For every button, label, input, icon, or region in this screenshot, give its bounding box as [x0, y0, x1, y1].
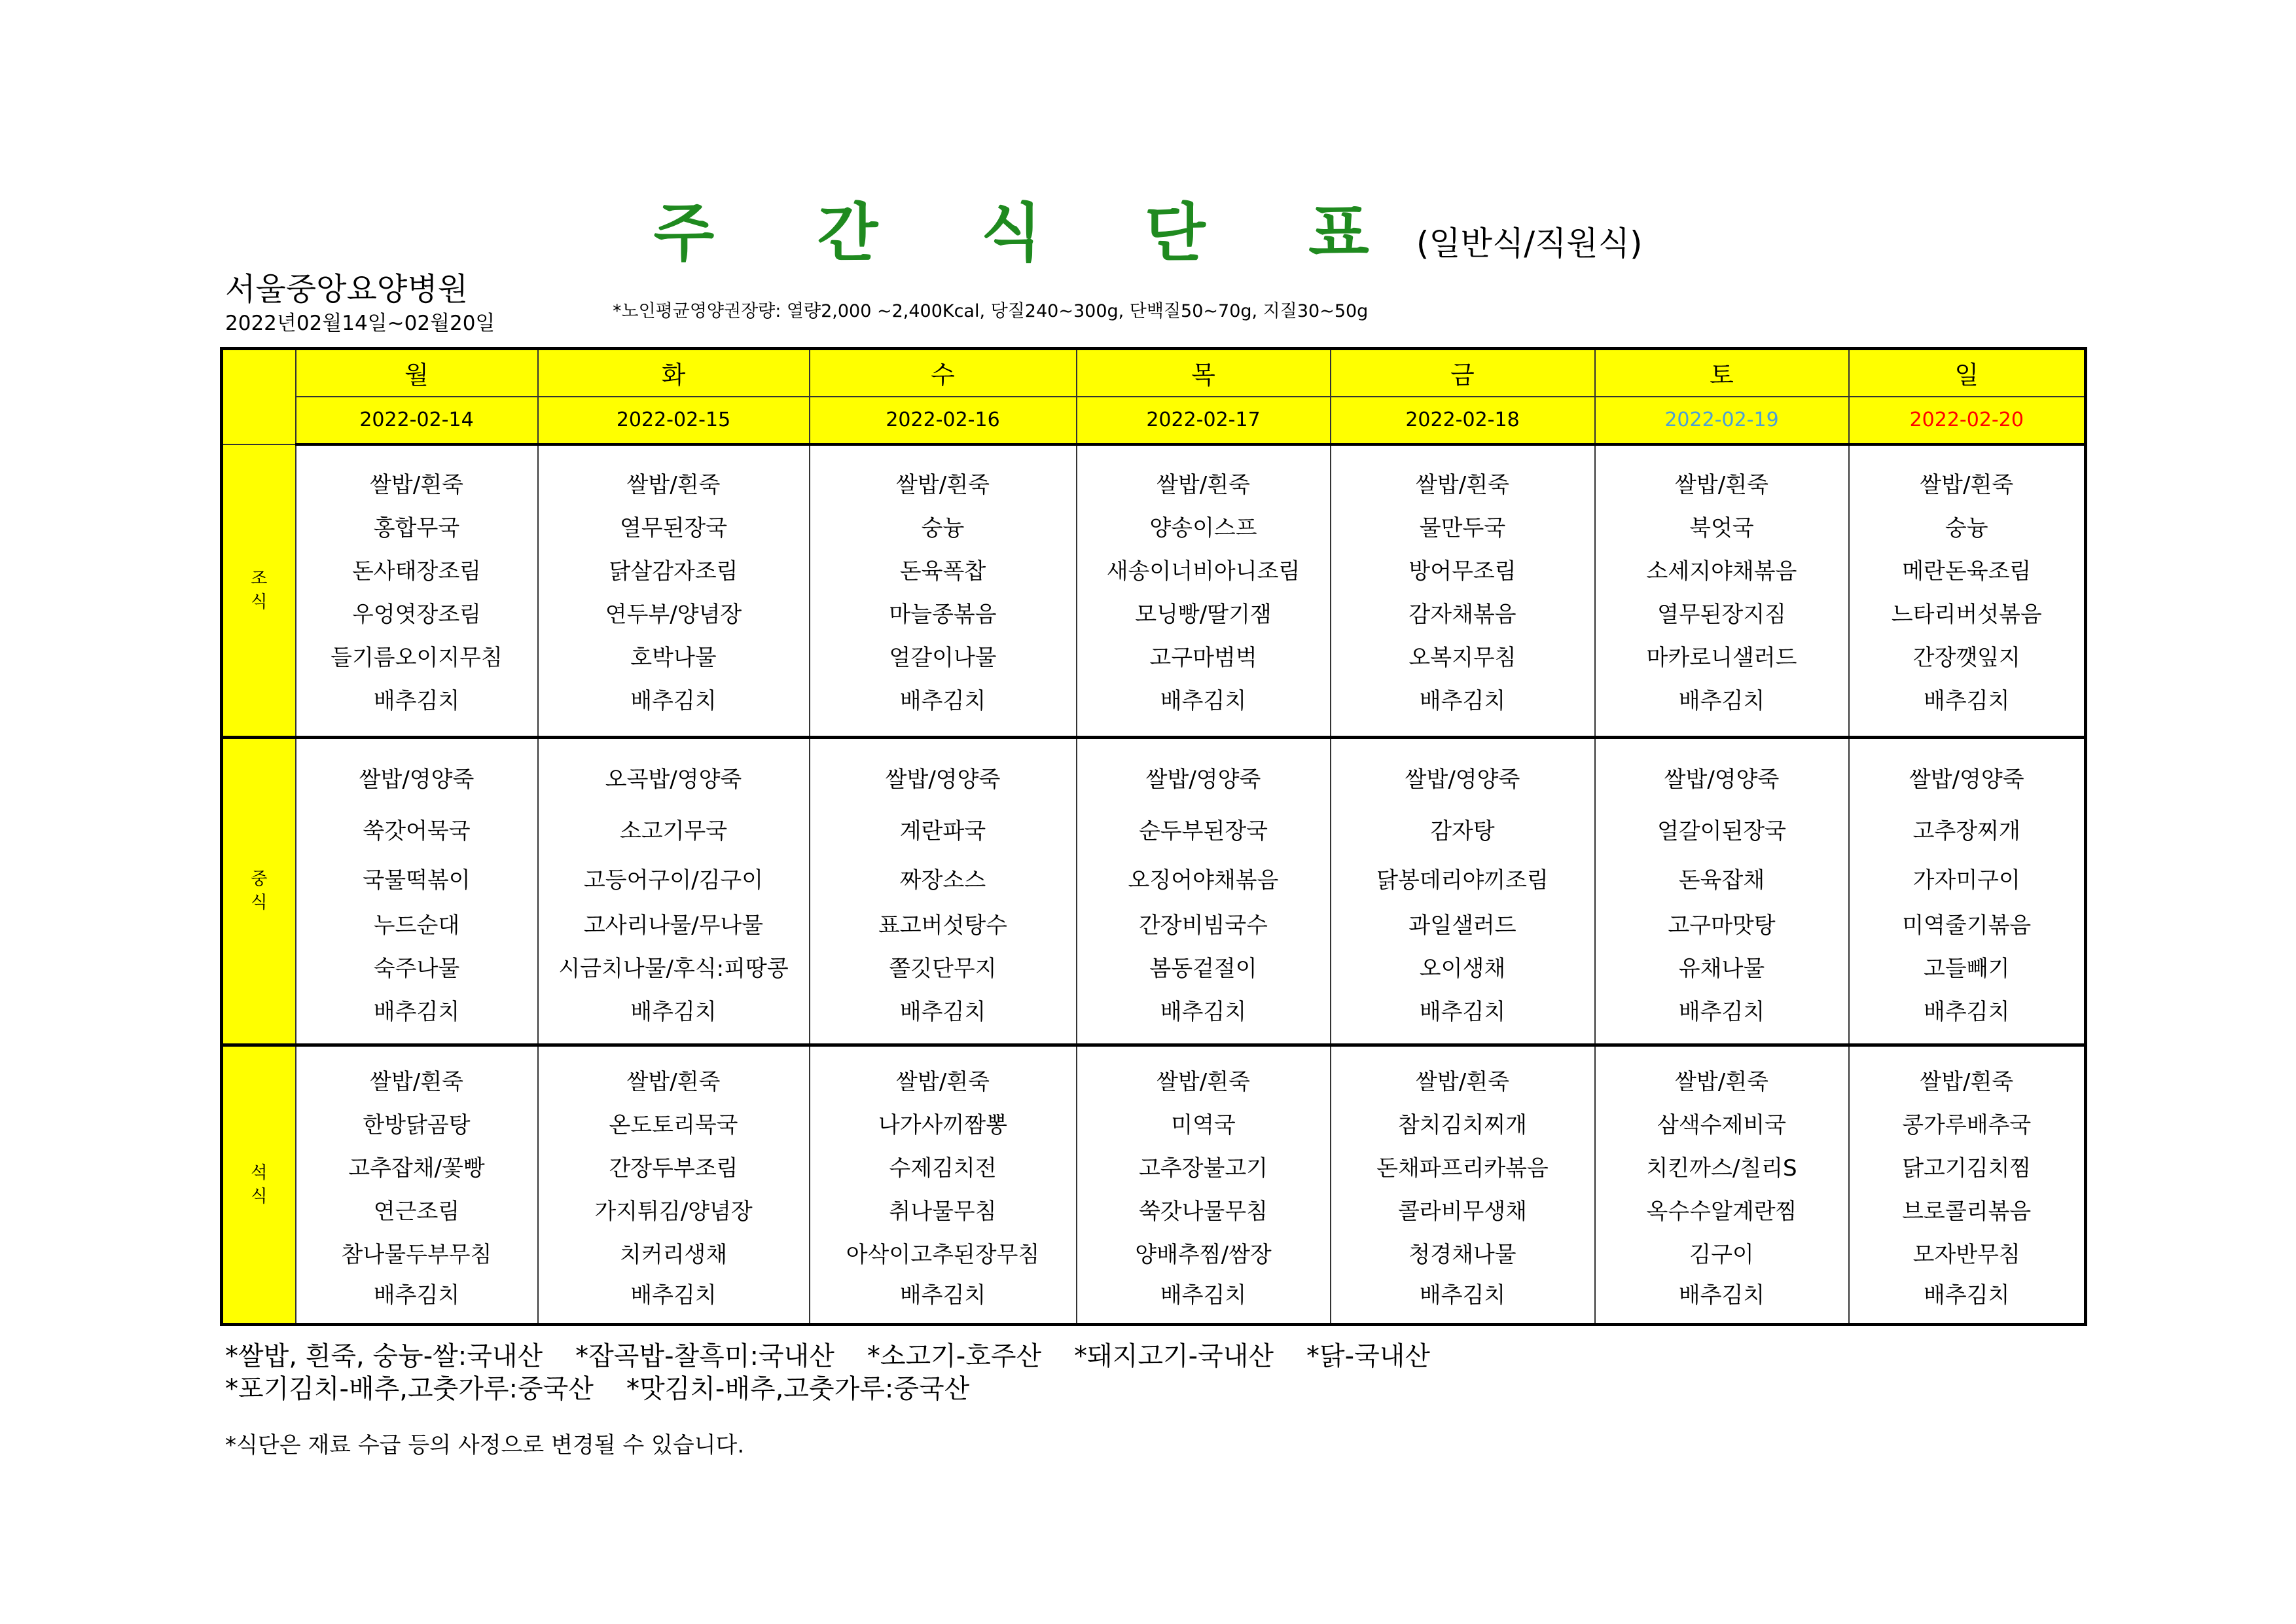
menu-cell	[538, 737, 810, 1045]
meal-label-text: 석 식	[251, 1163, 268, 1207]
menu-item: 배추김치	[1678, 1282, 1765, 1308]
menu-item: 고등어구이/김구이	[583, 867, 764, 893]
menu-cell	[296, 444, 538, 738]
menu-item: 온도토리묵국	[609, 1111, 738, 1138]
menu-item: 국물떡볶이	[363, 867, 471, 893]
date-cell: 2022-02-15	[538, 397, 810, 444]
menu-item: 배추김치	[373, 687, 460, 714]
origin-item: *소고기-호주산	[867, 1341, 1042, 1371]
hospital-name: 서울중앙요양병원	[225, 271, 468, 308]
menu-item: 쌀밥/영양죽	[885, 766, 1001, 793]
menu-item: 한방닭곰탕	[363, 1111, 471, 1138]
menu-item: 쌀밥/영양죽	[1909, 766, 2024, 793]
origin-item: *잡곡밥-찰흑미:국내산	[575, 1341, 834, 1371]
date-row	[222, 397, 2086, 444]
menu-item: 마카로니샐러드	[1646, 644, 1797, 671]
menu-item: 돈채파프리카볶음	[1376, 1155, 1549, 1182]
menu-item: 호박나물	[630, 644, 717, 671]
menu-item: 콩가루배추국	[1902, 1111, 2032, 1138]
menu-item: 배추김치	[1419, 998, 1506, 1025]
menu-item: 쑥갓나물무침	[1138, 1198, 1268, 1225]
menu-item: 배추김치	[899, 1282, 986, 1308]
menu-item: 수제김치전	[889, 1155, 997, 1182]
meal-row	[222, 737, 2086, 1045]
day-name-cell: 금	[1331, 349, 1595, 397]
menu-cell	[538, 444, 810, 738]
menu-item: 돈사태장조림	[351, 558, 482, 585]
menu-item: 김구이	[1689, 1241, 1754, 1268]
menu-item: 돈육폭찹	[899, 558, 986, 585]
menu-item: 옥수수알계란찜	[1646, 1198, 1797, 1225]
menu-period: 2022년02월14일~02월20일	[225, 312, 495, 335]
menu-item: 고들빼기	[1924, 955, 2010, 982]
menu-item: 쌀밥/흰죽	[896, 1068, 990, 1095]
menu-item: 쌀밥/영양죽	[1664, 766, 1780, 793]
menu-item: 돈육잡채	[1678, 867, 1765, 893]
menu-item: 쫄깃단무지	[889, 955, 997, 982]
menu-item: 간장깻잎지	[1912, 644, 2020, 671]
menu-item: 순두부된장국	[1138, 818, 1268, 844]
menu-item: 배추김치	[1924, 1282, 2010, 1308]
change-note: *식단은 재료 수급 등의 사정으로 변경될 수 있습니다.	[225, 1432, 745, 1458]
menu-item: 청경채나물	[1408, 1241, 1516, 1268]
origin-item: *포기김치-배추,고춧가루:중국산	[225, 1374, 594, 1404]
menu-item: 양송이스프	[1149, 514, 1257, 541]
menu-item: 물만두국	[1419, 514, 1506, 541]
menu-item: 오징어야채볶음	[1128, 867, 1279, 893]
menu-item: 봄동겉절이	[1149, 955, 1257, 982]
menu-cell	[538, 1045, 810, 1325]
menu-cell	[1595, 444, 1849, 738]
menu-item: 취나물무침	[889, 1198, 997, 1225]
menu-cell	[1331, 1045, 1595, 1325]
date-cell: 2022-02-14	[296, 397, 538, 444]
menu-item: 북엇국	[1689, 514, 1754, 541]
origin-item: *닭-국내산	[1306, 1341, 1431, 1371]
day-name-cell: 일	[1849, 349, 2086, 397]
menu-item: 닭봉데리야끼조림	[1376, 867, 1549, 893]
menu-item: 유채나물	[1678, 955, 1765, 982]
menu-item: 숭늉	[921, 514, 965, 541]
menu-item: 쌀밥/흰죽	[1920, 471, 2014, 498]
menu-item: 모닝빵/딸기잼	[1135, 601, 1272, 628]
menu-item: 배추김치	[373, 1282, 460, 1308]
origin-item: *맛김치-배추,고춧가루:중국산	[626, 1374, 970, 1404]
menu-item: 오곡밥/영양죽	[605, 766, 742, 793]
date-cell: 2022-02-20	[1849, 397, 2086, 444]
menu-item: 가자미구이	[1912, 867, 2020, 893]
menu-item: 오복지무침	[1408, 644, 1516, 671]
menu-item: 쌀밥/흰죽	[626, 471, 721, 498]
menu-item: 미역국	[1171, 1111, 1236, 1138]
menu-item: 얼갈이나물	[889, 644, 997, 671]
menu-item: 연근조림	[373, 1198, 460, 1225]
menu-cell	[1077, 737, 1331, 1045]
menu-item: 쌀밥/흰죽	[1416, 471, 1509, 498]
menu-item: 홍합무국	[373, 514, 460, 541]
menu-cell	[1849, 737, 2086, 1045]
menu-item: 쌀밥/흰죽	[370, 471, 463, 498]
origin-line	[225, 1335, 1463, 1373]
title-area	[0, 183, 2296, 273]
menu-item: 브로콜리볶음	[1902, 1198, 2032, 1225]
menu-item: 새송이너비아니조림	[1106, 558, 1300, 585]
meal-label-text: 조 식	[251, 568, 268, 612]
menu-item: 쌀밥/영양죽	[1145, 766, 1261, 793]
origin-item: *돼지고기-국내산	[1074, 1341, 1274, 1371]
menu-cell	[1595, 737, 1849, 1045]
menu-cell	[1331, 444, 1595, 738]
menu-item: 모자반무침	[1912, 1241, 2020, 1268]
menu-item: 배추김치	[630, 687, 717, 714]
weekly-menu-table	[220, 347, 2087, 1326]
menu-item: 양배추찜/쌈장	[1135, 1241, 1272, 1268]
menu-item: 가지튀김/양념장	[594, 1198, 753, 1225]
date-cell: 2022-02-17	[1077, 397, 1331, 444]
menu-item: 배추김치	[899, 998, 986, 1025]
menu-item: 표고버섯탕수	[878, 912, 1008, 939]
menu-cell	[296, 1045, 538, 1325]
menu-item: 느타리버섯볶음	[1891, 601, 2042, 628]
menu-item: 닭살감자조림	[609, 558, 738, 585]
menu-cell	[810, 737, 1077, 1045]
menu-item: 배추김치	[1924, 998, 2010, 1025]
menu-cell	[810, 444, 1077, 738]
menu-item: 참나물두부무침	[341, 1241, 492, 1268]
menu-item: 숭늉	[1945, 514, 1988, 541]
menu-cell	[1331, 737, 1595, 1045]
menu-item: 오이생채	[1419, 955, 1506, 982]
menu-item: 쌀밥/흰죽	[370, 1068, 463, 1095]
menu-item: 쌀밥/흰죽	[626, 1068, 721, 1095]
menu-item: 메란돈육조림	[1902, 558, 2032, 585]
day-name-cell: 토	[1595, 349, 1849, 397]
meal-label	[222, 444, 296, 738]
nutrition-note: *노인평균영양권장량: 열량2,000 ~2,400Kcal, 당질240~300g, 단백질50~70g, 지질30~50g	[613, 301, 1369, 321]
menu-cell	[1849, 1045, 2086, 1325]
menu-item: 배추김치	[1678, 998, 1765, 1025]
menu-item: 콜라비무생채	[1397, 1198, 1528, 1225]
menu-item: 삼색수제비국	[1657, 1111, 1787, 1138]
menu-cell	[1077, 1045, 1331, 1325]
menu-item: 치커리생채	[619, 1241, 728, 1268]
menu-item: 과일샐러드	[1408, 912, 1516, 939]
day-name-row	[222, 349, 2086, 397]
menu-item: 고구마범벅	[1149, 644, 1257, 671]
menu-item: 배추김치	[1419, 687, 1506, 714]
menu-item: 고추장불고기	[1138, 1155, 1268, 1182]
menu-item: 미역줄기볶음	[1902, 912, 2032, 939]
menu-cell	[1595, 1045, 1849, 1325]
menu-item: 얼갈이된장국	[1657, 818, 1787, 844]
date-cell: 2022-02-16	[810, 397, 1077, 444]
menu-item: 마늘종볶음	[889, 601, 997, 628]
menu-item: 방어무조림	[1408, 558, 1516, 585]
menu-cell	[1849, 444, 2086, 738]
menu-item: 나가사끼짬뽕	[878, 1111, 1008, 1138]
menu-item: 시금치나물/후식:피땅콩	[558, 955, 789, 982]
menu-cell	[296, 737, 538, 1045]
menu-item: 짜장소스	[899, 867, 986, 893]
menu-cell	[810, 1045, 1077, 1325]
day-name-cell: 수	[810, 349, 1077, 397]
menu-item: 우엉엿장조림	[351, 601, 482, 628]
menu-item: 들기름오이지무침	[331, 644, 503, 671]
menu-item: 쌀밥/영양죽	[1405, 766, 1520, 793]
date-cell: 2022-02-19	[1595, 397, 1849, 444]
menu-item: 간장비빔국수	[1138, 912, 1268, 939]
menu-item: 참치김치찌개	[1397, 1111, 1528, 1138]
corner-cell	[222, 349, 296, 444]
menu-item: 쌀밥/흰죽	[1920, 1068, 2014, 1095]
menu-item: 배추김치	[630, 998, 717, 1025]
day-name-cell: 화	[538, 349, 810, 397]
menu-item: 쌀밥/흰죽	[1675, 471, 1768, 498]
menu-item: 배추김치	[373, 998, 460, 1025]
menu-cell	[1077, 444, 1331, 738]
menu-item: 소고기무국	[619, 818, 728, 844]
menu-item: 쌀밥/영양죽	[359, 766, 475, 793]
menu-item: 아삭이고추된장무침	[846, 1241, 1040, 1268]
menu-item: 닭고기김치찜	[1902, 1155, 2032, 1182]
menu-item: 고추잡채/꽃빵	[348, 1155, 485, 1182]
menu-item: 치킨까스/칠리S	[1646, 1155, 1797, 1182]
meal-label	[222, 1045, 296, 1325]
menu-item: 쌀밥/흰죽	[1675, 1068, 1768, 1095]
menu-item: 배추김치	[1160, 1282, 1247, 1308]
meal-label	[222, 737, 296, 1045]
menu-item: 고추장찌개	[1912, 818, 2020, 844]
menu-item: 배추김치	[630, 1282, 717, 1308]
menu-item: 고사리나물/무나물	[583, 912, 764, 939]
menu-item: 쌀밥/흰죽	[1416, 1068, 1509, 1095]
menu-item: 열무된장국	[619, 514, 728, 541]
date-cell: 2022-02-18	[1331, 397, 1595, 444]
page-subtitle: (일반식/직원식)	[1416, 225, 1643, 262]
menu-item: 숙주나물	[373, 955, 460, 982]
menu-item: 배추김치	[1678, 687, 1765, 714]
menu-item: 배추김치	[1924, 687, 2010, 714]
menu-item: 배추김치	[899, 687, 986, 714]
menu-item: 배추김치	[1419, 1282, 1506, 1308]
menu-item: 쑥갓어묵국	[363, 818, 471, 844]
menu-item: 간장두부조림	[609, 1155, 738, 1182]
menu-item: 감자채볶음	[1408, 601, 1516, 628]
origin-item: *쌀밥, 흰죽, 숭늉-쌀:국내산	[225, 1341, 543, 1371]
day-name-cell: 월	[296, 349, 538, 397]
menu-item: 고구마맛탕	[1668, 912, 1776, 939]
menu-item: 열무된장지짐	[1657, 601, 1787, 628]
menu-item: 배추김치	[1160, 998, 1247, 1025]
menu-item: 연두부/양념장	[605, 601, 742, 628]
menu-item: 감자탕	[1430, 818, 1495, 844]
menu-item: 쌀밥/흰죽	[1157, 1068, 1250, 1095]
origin-line	[225, 1368, 1002, 1405]
meal-row	[222, 444, 2086, 738]
menu-item: 소세지야채볶음	[1646, 558, 1797, 585]
menu-item: 쌀밥/흰죽	[1157, 471, 1250, 498]
menu-item: 계란파국	[899, 818, 986, 844]
menu-item: 누드순대	[373, 912, 460, 939]
menu-item: 배추김치	[1160, 687, 1247, 714]
menu-item: 쌀밥/흰죽	[896, 471, 990, 498]
page-title: 주 간 식 단 표	[653, 196, 1410, 270]
day-name-cell: 목	[1077, 349, 1331, 397]
meal-label-text: 중 식	[251, 869, 268, 913]
meal-row	[222, 1045, 2086, 1325]
